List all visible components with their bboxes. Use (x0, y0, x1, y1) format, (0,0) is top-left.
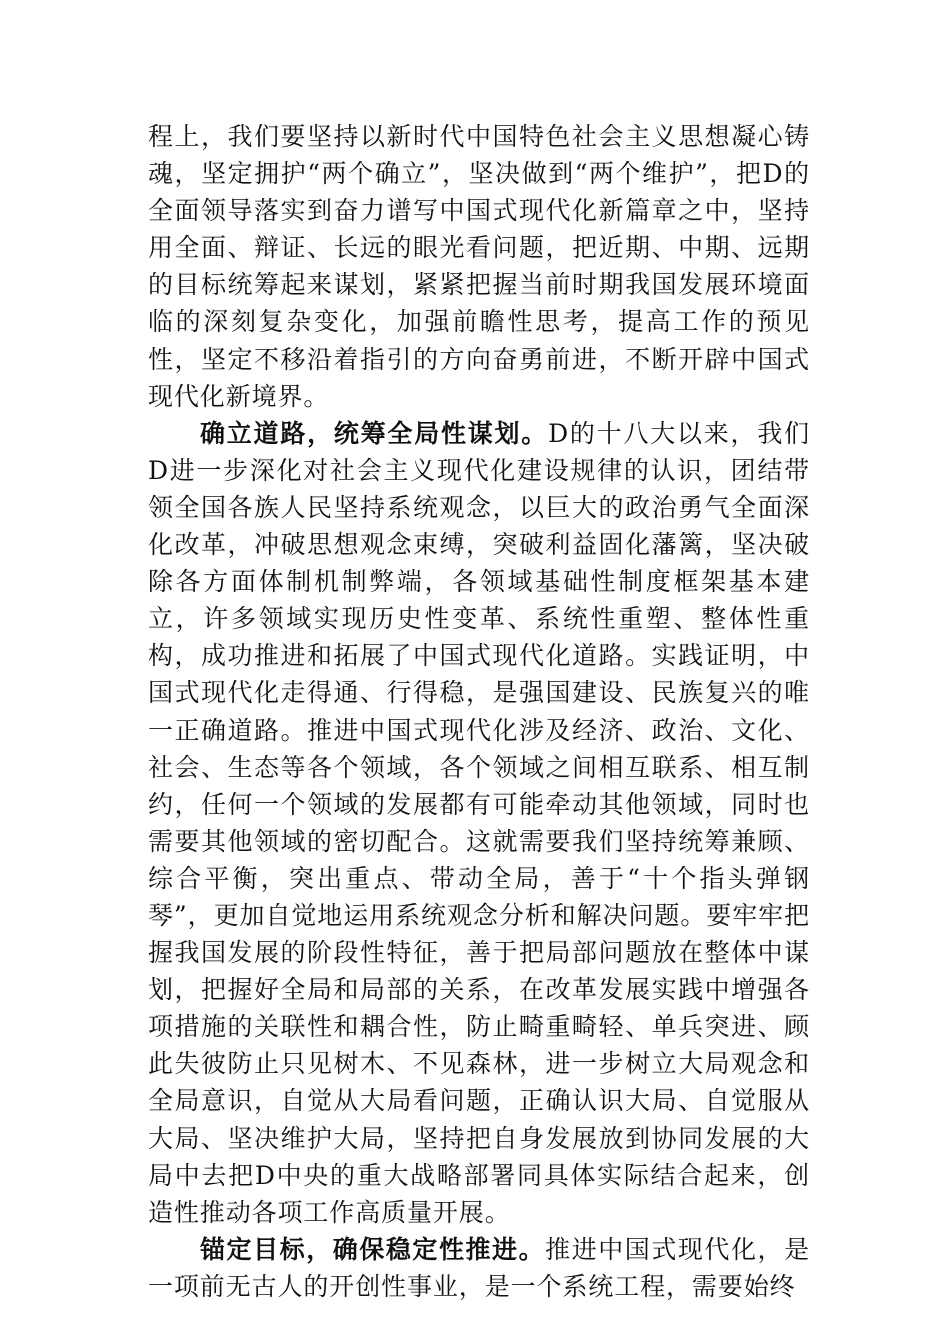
paragraph-continuation (148, 118, 810, 415)
paragraph-anchor-goal (148, 1231, 810, 1305)
paragraph-lead: 锚定目标，确保稳定性推进。 (200, 1234, 546, 1264)
paragraph-lead: 确立道路，统筹全局性谋划。 (200, 418, 549, 448)
document-page (148, 118, 810, 1305)
paragraph-body: 程上，我们要坚持以新时代中国特色社会主义思想凝心铸魂，坚定拥护“两个确立”，坚决做到“两个维护”，把D的全面领导落实到奋力谱写中国式现代化新篇章之中，坚持用全面、辩证、长远的眼光看问题，把近期、中期、远期的目标统筹起来谋划，紧紧把握当前时期我国发展环境面临的深刻复杂变化，加强前瞻性思考，提高工作的预见性，坚定不移沿着指引的方向奋勇前进，不断开辟中国式现代化新境界。 (148, 122, 810, 411)
paragraph-body: 推进中国式现代化，是一项前无古人的开创性事业，是一个系统工程，需要始终 (148, 1234, 810, 1301)
paragraph-establish-path (148, 415, 810, 1231)
paragraph-body: D的十八大以来，我们D进一步深化对社会主义现代化建设规律的认识，团结带领全国各族人民坚持系统观念，以巨大的政治勇气全面深化改革，冲破思想观念束缚，突破利益固化藩篱，坚决破除各方面体制机制弊端，各领域基础性制度框架基本建立，许多领域实现历史性变革、系统性重塑、整体性重构，成功推进和拓展了中国式现代化道路。实践证明，中国式现代化走得通、行得稳，是强国建设、民族复兴的唯一正确道路。推进中国式现代化涉及经济、政治、文化、社会、生态等各个领域，各个领域之间相互联系、相互制约，任何一个领域的发展都有可能牵动其他领域，同时也需要其他领域的密切配合。这就需要我们坚持统筹兼顾、综合平衡，突出重点、带动全局，善于“十个指头弹钢琴”，更加自觉地运用系统观念分析和解决问题。要牢牢把握我国发展的阶段性特征，善于把局部问题放在整体中谋划，把握好全局和局部的关系，在改革发展实践中增强各项措施的关联性和耦合性，防止畸重畸轻、单兵突进、顾此失彼防止只见树木、不见森林，进一步树立大局观念和全局意识，自觉从大局看问题，正确认识大局、自觉服从大局、坚决维护大局，坚持把自身发展放到协同发展的大局中去把D中央的重大战略部署同具体实际结合起来，创造性推动各项工作高质量开展。 (148, 418, 810, 1227)
